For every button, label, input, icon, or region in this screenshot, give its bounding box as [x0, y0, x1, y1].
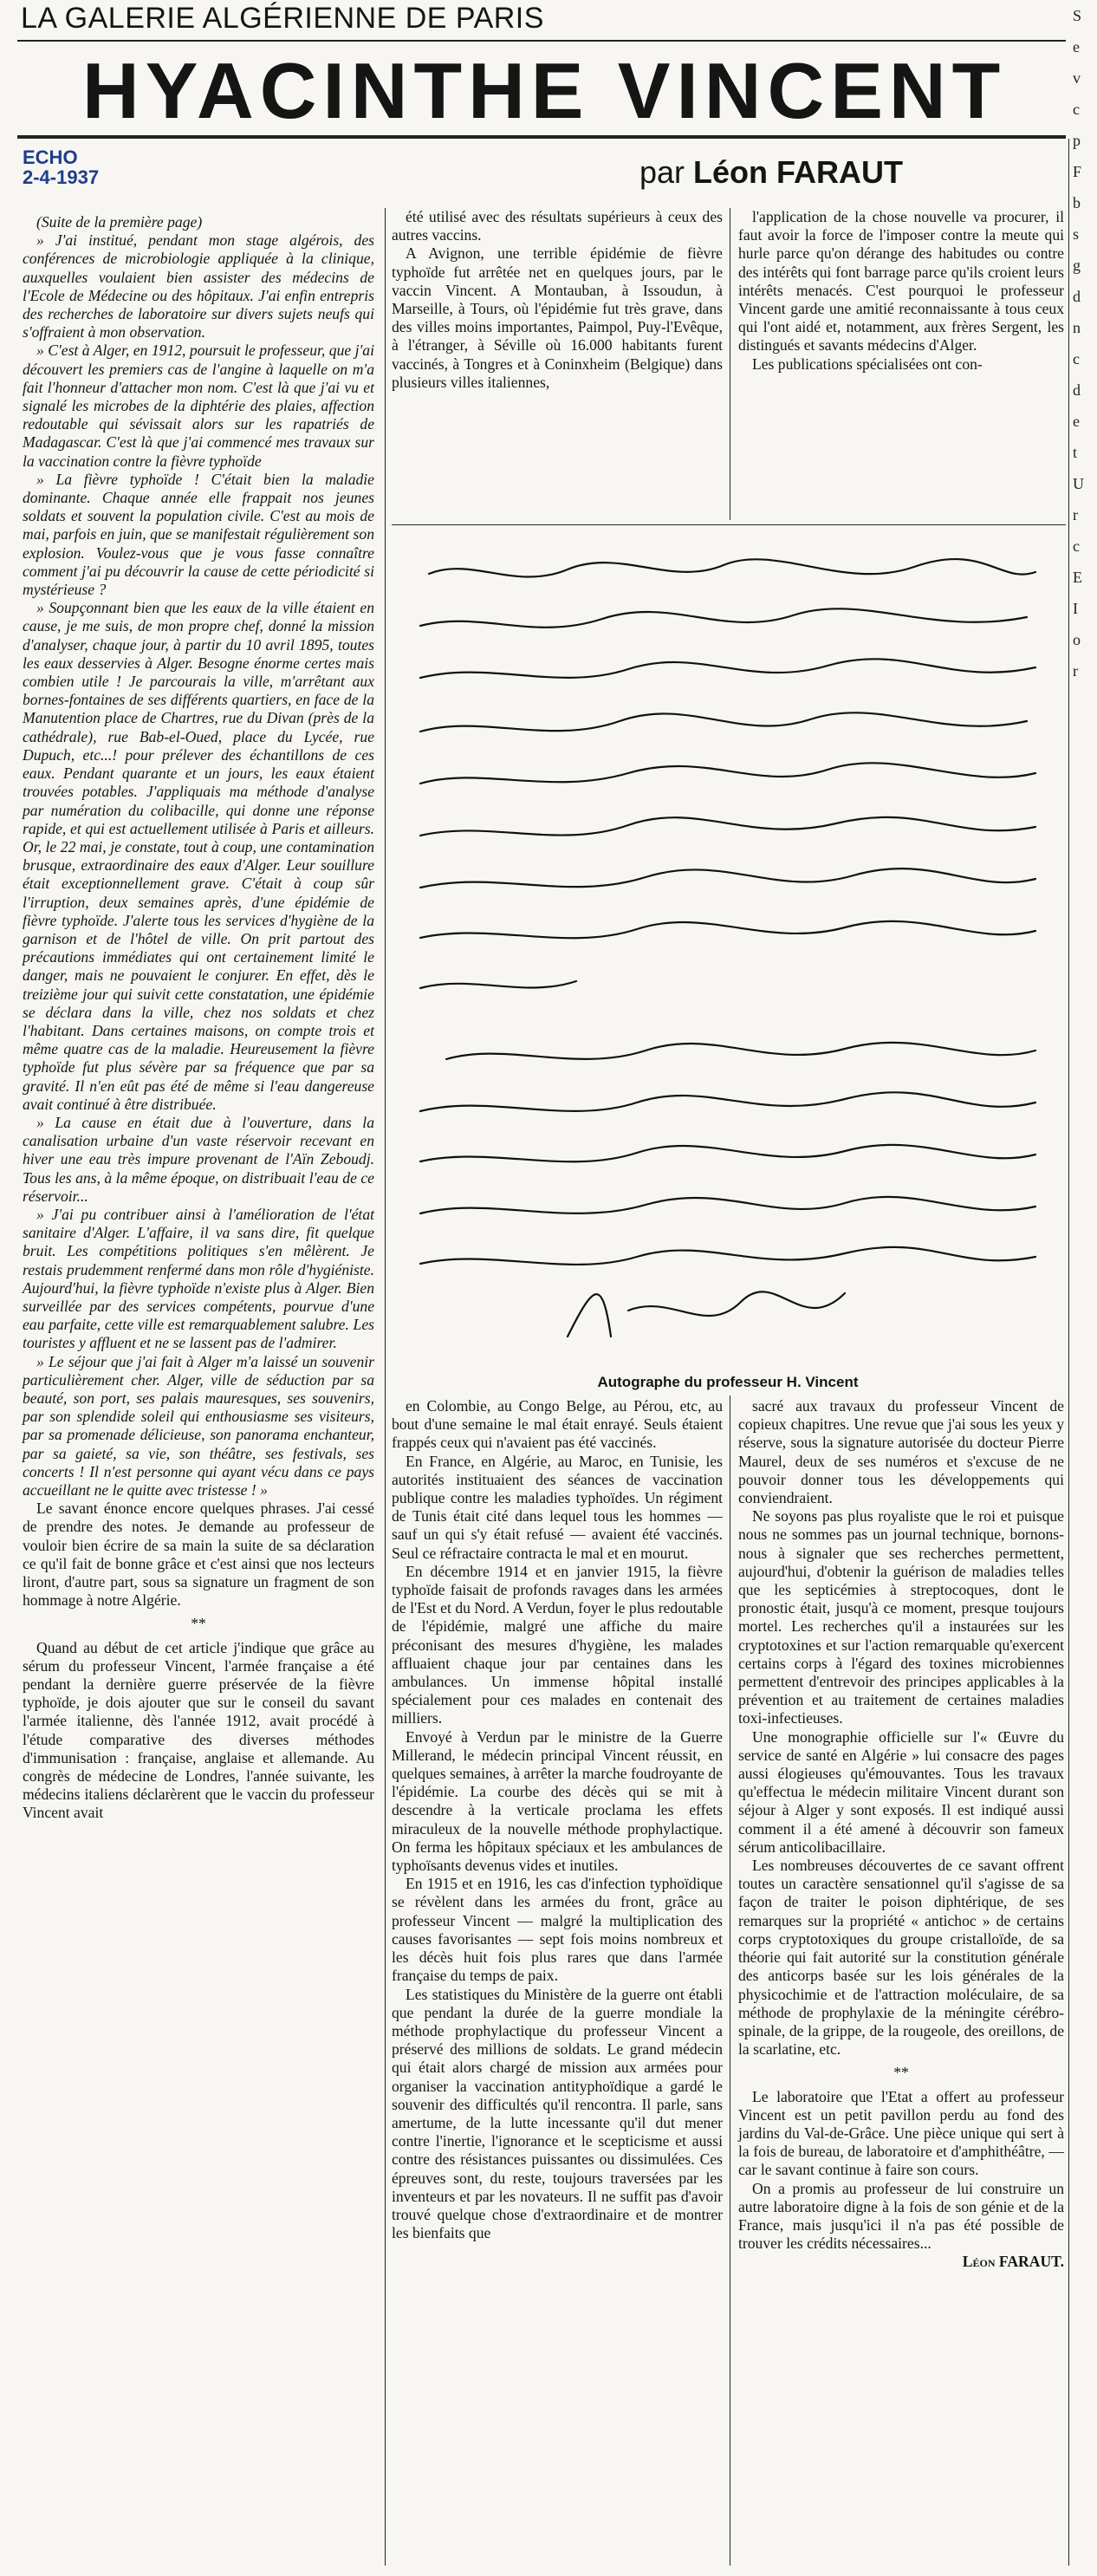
edge-letter: e: [1073, 413, 1080, 430]
edge-letter: b: [1073, 194, 1081, 211]
edge-letter: o: [1073, 631, 1081, 648]
edge-letter: S: [1073, 7, 1082, 24]
paragraph: On a promis au professeur de lui construire un autre laboratoire digne à la fois de son génie et de la France, mais jusqu'ici il n'a pas été possible de trouver les crédits nécessaires...: [738, 2179, 1064, 2253]
edge-letter: s: [1073, 225, 1080, 243]
byline-prefix: par: [639, 154, 685, 190]
paragraph: en Colombie, au Congo Belge, au Pérou, etc, au bout d'une semaine le mal était enrayé. Seuls étaient frappés ceux qui n'avaient pas été vaccinés.: [392, 1397, 723, 1452]
edge-letter: F: [1073, 163, 1082, 180]
paragraph: l'application de la chose nouvelle va procurer, il faut avoir la force de l'imposer contre la meute qui hurle parce qu'on dérange des habitudes ou contre des intérêts qui font barrage parce qu'ils croient leurs intérêts menacés. C'est pourquoi le professeur Vincent garde une amitié reconnaissante à tous ceux qui l'ont aidé et, notamment, aux frères Sergent, les distingués et savants médecins d'Alger.: [738, 208, 1064, 355]
edge-letter: t: [1073, 444, 1078, 461]
byline: [639, 154, 903, 191]
paragraph: » La fièvre typhoïde ! C'était bien la maladie dominante. Chaque année elle frappait nos jeunes soldats et souvent la population civile. C'est au mois de mai, parfois en juin, que se manifestait régulièrement son explosion. Voulez-vous que je vous fasse connaître comment j'ai pu découvrir la cause de cette périodicité si mystérieuse ?: [23, 470, 374, 599]
column-2-top: [392, 208, 723, 392]
paragraph: » C'est à Alger, en 1912, poursuit le professeur, que j'ai découvert les premiers cas de l'angine à laquelle on m'a fait l'honneur d'attacher mon nom. C'est là que j'ai vu et signalé les microbes de la diphtérie des plaies, affection redoutable qui sévissait alors sur les rapatriés de Madagascar. C'est là que j'ai commencé mes travaux sur la vaccination contre la fièvre typhoïde: [23, 342, 374, 470]
edge-letter: p: [1073, 132, 1081, 149]
paragraph: Les publications spécialisées ont con-: [752, 355, 983, 373]
paragraph: En France, en Algérie, au Maroc, en Tunisie, les autorités instituaient des séances de vaccination publique contre les maladies typhoïdes. Un régiment de Tunis était cité dans lequel tous les hommes — sauf un qui s'y était refusé — avaient été vaccinés. Seul ce réfractaire contracta le mal et en mourut.: [392, 1452, 723, 1562]
autograph-caption: Autographe du professeur H. Vincent: [597, 1374, 859, 1390]
paragraph: A Avignon, une terrible épidémie de fièvre typhoïde fut arrêtée net en quelques jours, par le vaccin Vincent. A Montauban, à Issoudun, à Marseille, à Tours, où l'épidémie fut très grave, dans des villes moins importantes, Paimpol, Puy-l'Evêque, à l'étranger, à Séville où 16.000 habitants furent vaccinés, à Tongres et à Coninxheim (Belgique) dans plusieurs villes italiennes,: [392, 244, 723, 391]
paragraph: » Soupçonnant bien que les eaux de la ville étaient en cause, je me suis, de mon propre chef, donné la mission d'analyser, chaque jour, à partir du 10 avril 1895, toutes les eaux desservies à Alger. Besogne énorme certes mais combien utile ! Je parcourais la ville, m'arrêtant aux bornes-fontaines de ses différents quartiers, en face de la Manutention place de Chartres, rue du Divan (près de la cathédrale), rue Bab-el-Oued, place du Lycée, rue Dupuch, etc...! pour prélever des échantillons de ces eaux. Pendant quarante et un jours, les eaux étaient trouvées potables. J'appliquais ma méthode d'analyse par numération du colibacille, qui donne une réponse rapide, et qui est actuellement utilisée à Paris et ailleurs. Or, le 22 mai, je constate, tout à coup, une contamination brusque, extraordinaire des eaux d'Alger. Leur souillure était exceptionnellement grave. C'était à coup sûr l'irruption, deux semaines après, d'une épidémie de fièvre typhoïde. J'alerte tous les services d'hygiène de la garnison et de l'hôtel de ville. On prit partout des précautions immédiates qui ont certainement limité le danger, mais ne pouvaient le conjurer. En effet, dès le treizième jour qui suivit cette constatation, une épidémie se déclara dans la ville, chez nos soldats et chez l'habitant. Dans certaines maisons, on compte trois et même quatre cas de la maladie. Heureusement la fièvre typhoïde fut plus sévère par sa fréquence que par sa gravité. Il n'en eût pas été de même si l'eau dangereuse avait continué à être distribuée.: [23, 599, 374, 1113]
paragraph: Léon FARAUT.: [962, 2253, 1064, 2271]
echo-label: ECHO: [23, 146, 78, 168]
edge-letter: E: [1073, 569, 1082, 586]
edge-letter: c: [1073, 350, 1080, 368]
paragraph: » J'ai institué, pendant mon stage algérois, des conférences de microbiologie appliquée à la clinique, auxquelles voulaient bien assister des médecins de l'Ecole de Médecine ou des hôpitaux. J'ai enfin entrepris des recherches de laboratoire sur divers sujets neufs qui s'offraient à mon observation.: [23, 231, 374, 342]
edge-letter: d: [1073, 288, 1081, 305]
paragraph: Quand au début de cet article j'indique que grâce au sérum du professeur Vincent, l'armée française a été pendant la dernière guerre préservée de la fièvre typhoïde, je dois ajouter que sur le conseil du savant l'armée italienne, dès l'année 1912, avait procédé à l'étude comparative des diverses méthodes d'immunisation : française, anglaise et allemande. Au congrès de médecine de Londres, l'année suivante, les médecins italiens déclarèrent que le vaccin du professeur Vincent avait: [23, 1638, 374, 1822]
paragraph: été utilisé avec des résultats supérieurs à ceux des autres vaccins.: [392, 208, 723, 244]
edge-letter: U: [1073, 475, 1084, 492]
paragraph: **: [893, 2064, 909, 2082]
edge-letter: I: [1073, 600, 1078, 617]
paragraph: » J'ai pu contribuer ainsi à l'amélioration de l'état sanitaire d'Alger. L'affaire, il va sans dire, fit quelque bruit. Les compétitions politiques s'en mêlèrent. Je restais prudemment renfermé dans mon rôle d'hygiéniste. Aujourd'hui, la fièvre typhoïde n'existe plus à Alger. Bien surveillée par des services compétents, pourvue d'une eau parfaite, cette ville est remarquablement salubre. Les touristes y affluent et ne se lassent pas de l'admirer.: [23, 1205, 374, 1352]
paragraph: **: [191, 1615, 206, 1633]
supertitle: LA GALERIE ALGÉRIENNE DE PARIS: [21, 2, 544, 35]
paragraph: » La cause en était due à l'ouverture, dans la canalisation urbaine d'un vaste réservoir recevant en hiver une eau très impure provenant de l'Aïn Zeboudj. Tous les ans, à la même époque, on distribuait l'eau de ce réservoir...: [23, 1113, 374, 1205]
page-title: HYACINTHE VINCENT: [82, 48, 1007, 135]
edge-letter: g: [1073, 257, 1081, 274]
edge-letter: r: [1073, 662, 1078, 680]
paragraph: » Le séjour que j'ai fait à Alger m'a laissé un souvenir particulièrement cher. Alger, ville de séduction par sa beauté, son port, ses palais mauresques, ses souvenirs, par son splendide soleil qui enthousiasme ses visiteurs, par sa promenade délicieuse, son panorama enchanteur, par sa gaieté, sa vie, son théâtre, ses festivals, ses concerts ! Il n'est personne qui ayant vécu dans ce pays accueillant ne le quitte avec tristesse ! »: [23, 1352, 374, 1499]
header-rule-top: [17, 40, 1066, 42]
paragraph: sacré aux travaux du professeur Vincent de copieux chapitres. Une revue que j'ai sous les yeux y réserve, sous la signature autorisée du docteur Pierre Maurel, deux de ses numéros et s'excuse de ne pouvoir donner tous les développements qui conviendraient.: [738, 1397, 1064, 1507]
column-2-bottom: [392, 1397, 723, 2242]
paragraph: En décembre 1914 et en janvier 1915, la fièvre typhoïde faisait de profonds ravages dans les armées de l'Est et du Nord. A Verdun, foyer le plus redoutable de l'épidémie, malgré une affiche du maire préconisant des mesures d'hygiène, les malades affluaient chaque jour par centaines dans les ambulances. Un immense hôpital installé spécialement pour ces malades en contenait des milliers.: [392, 1562, 723, 1727]
column-rule-1: [385, 208, 386, 2566]
paragraph: Le savant énonce encore quelques phrases. J'ai cessé de prendre des notes. Je demande au professeur de vouloir bien écrire de sa main la suite de sa déclaration ce qu'il fait de bonne grâce et c'est ainsi que nos lecteurs liront, d'autre part, sous sa signature un fragment de son hommage à notre Algérie.: [23, 1499, 374, 1610]
paragraph: Le laboratoire que l'Etat a offert au professeur Vincent est un petit pavillon perdu au fond des jardins du Val-de-Grâce. Une pièce unique qui sert à la fois de bureau, de laboratoire et d'amphithéâtre, — car le savant continue à faire son cours.: [738, 2087, 1064, 2179]
paragraph: Ne soyons pas plus royaliste que le roi et puisque nous ne sommes pas un journal technique, bornons-nous à signaler que ses recherches permettent, aujourd'hui, d'obtenir la guérison de maladies telles que les septicémies à streptocoques, dont le pronostic était, jusqu'à ce moment, presque toujours mortel. Les recherches qu'il a instaurées sur les cryptotoxines et sur l'action remarquable qu'exercent certains corps à l'égard des toxines microbiennes permettent d'entrevoir des principes applicables à la prévention et au traitement de certaines maladies toxi-infectieuses.: [738, 1507, 1064, 1727]
edge-letter: v: [1073, 69, 1081, 87]
paragraph: En 1915 et en 1916, les cas d'infection typhoïdique se révèlent dans les armées du front, grâce au professeur Vincent — malgré la multiplication des causes favorisantes — sept fois moins nombreux et les décès huit fois plus rares que dans l'armée française du temps de paix.: [392, 1875, 723, 1985]
byline-author: Léon FARAUT: [693, 154, 904, 190]
autograph-frame: [392, 524, 1066, 525]
edge-letter: n: [1073, 319, 1081, 336]
header-rule-bottom: [17, 135, 1066, 139]
paragraph: Une monographie officielle sur l'« Œuvre du service de santé en Algérie » lui consacre des pages aussi élogieuses qu'émouvantes. Tous les travaux qu'effectua le médecin militaire Vincent durant son séjour à Alger y sont exposés. Il est indiqué aussi comment il a été amené à découvrir son fameux sérum anticolibacillaire.: [738, 1727, 1064, 1856]
edge-letter: c: [1073, 101, 1080, 118]
echo-stamp: [23, 147, 99, 187]
adjacent-article-edge: [1073, 0, 1097, 2576]
echo-date: 2-4-1937: [23, 166, 100, 189]
column-1: [23, 213, 374, 1823]
column-3-top: [738, 208, 1064, 374]
column-rule-right: [1068, 139, 1069, 2566]
paragraph: Les nombreuses découvertes de ce savant offrent toutes un caractère sensationnel qu'il s'agisse de sa façon de traiter le poison diphtérique, de ses remarques sur la propriété « antichoc » de certains corps cryptotoxiques du groupe cristalloïde, de sa théorie qui fait autorité sur la constitution générale des anticorps basée sur les lois générales de la physicochimie et de l'attraction moléculaire, de sa méthode de prophylaxie de la méningite cérébro-spinale, de la grippe, de la rougeole, des oreillons, de la scarlatine, etc.: [738, 1857, 1064, 2059]
edge-letter: c: [1073, 537, 1080, 555]
edge-letter: d: [1073, 381, 1081, 399]
edge-letter: e: [1073, 38, 1080, 55]
edge-letter: r: [1073, 506, 1078, 524]
autograph-manuscript: [394, 530, 1061, 1363]
paragraph: Envoyé à Verdun par le ministre de la Guerre Millerand, le médecin principal Vincent réussit, en quelques semaines, à arrêter la marche foudroyante de l'épidémie. La courbe des décès qui se mit à descendre à la verticale proclama les effets miraculeux de la nouvelle méthode prophylactique. On ferma les hôpitaux spéciaux et les ambulances de typhoïsants devenus vides et inutiles.: [392, 1727, 723, 1875]
paragraph: (Suite de la première page): [36, 213, 203, 231]
paragraph: Les statistiques du Ministère de la guerre ont établi que pendant la durée de la guerre mondiale la méthode prophylactique du professeur Vincent a préservé des millions de soldats. Le grand médecin qui était alors chargé de mission aux armées pour organiser la vaccination antityphoïdique a gardé le souvenir des difficultés qu'il rencontra. Il parle, sans amertume, de la lutte incessante qu'il dut mener contre l'inertie, l'ignorance et le scepticisme et aussi contre des résistances puissantes ou dissimulées. Ces épreuves sont, du reste, toujours traversées par les inventeurs et par les novateurs. Il ne suffit pas d'avoir trouvé quelque chose d'extraordinaire et de montrer les bienfaits que: [392, 1985, 723, 2242]
column-3-bottom: [738, 1397, 1064, 2272]
